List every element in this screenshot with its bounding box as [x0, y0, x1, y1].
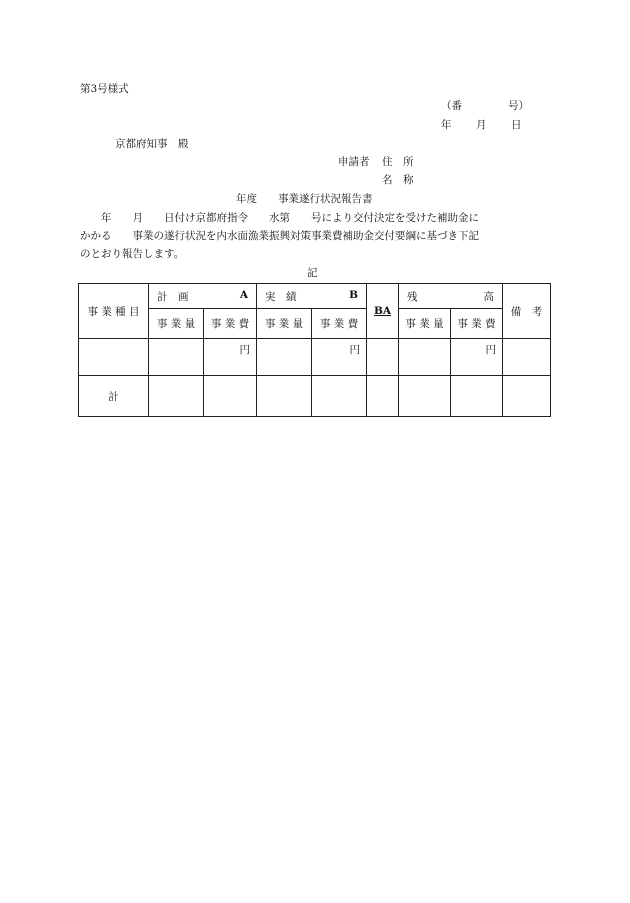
header-actual [257, 284, 367, 309]
row-balance-cost[interactable] [451, 339, 503, 376]
total-actual-cost[interactable] [312, 376, 367, 417]
plan-quantity-header: 事 業 量 [149, 309, 204, 339]
body-text [80, 209, 560, 263]
yen-unit: 円 [349, 344, 360, 356]
ki-heading: 記 [307, 267, 318, 279]
row-balance-quantity[interactable] [399, 339, 451, 376]
balance-quantity-header: 事 業 量 [399, 309, 451, 339]
row-remarks[interactable] [503, 339, 551, 376]
date-month: 月 [476, 119, 487, 131]
document-title: 年度 事業遂行状況報告書 [236, 193, 373, 205]
yen-unit: 円 [239, 344, 250, 356]
actual-cost-header: 事 業 費 [312, 309, 367, 339]
total-balance-cost[interactable] [451, 376, 503, 417]
ref-number-close: 号） [508, 100, 529, 112]
addressee: 京都府知事 殿 [115, 138, 189, 150]
body-line-1: 年 月 日付け京都府指令 水第 号により交付決定を受けた補助金に [80, 212, 479, 224]
total-row [79, 376, 551, 417]
balance-cost-header: 事 業 費 [451, 309, 503, 339]
yen-unit: 円 [485, 344, 496, 356]
report-table [78, 283, 551, 417]
total-plan-cost[interactable] [204, 376, 257, 417]
total-remarks[interactable] [503, 376, 551, 417]
header-ba [367, 284, 399, 339]
row-plan-cost[interactable] [204, 339, 257, 376]
header-remarks: 備 考 [503, 284, 551, 339]
actual-quantity-header: 事 業 量 [257, 309, 312, 339]
balance-right: 高 [483, 290, 494, 303]
row-actual-quantity[interactable] [257, 339, 312, 376]
applicant-label: 申請者 [338, 156, 370, 168]
body-line-2: かかる 事業の遂行状況を内水面漁業振興対策事業費補助金交付要綱に基づき下記 [80, 230, 479, 242]
date-year: 年 [441, 119, 452, 131]
row-jigyo-shumoku[interactable] [79, 339, 149, 376]
actual-letter: B [349, 288, 358, 301]
date-day: 日 [511, 119, 522, 131]
header-balance [399, 284, 503, 309]
row-plan-quantity[interactable] [149, 339, 204, 376]
header-jigyo-shumoku: 事 業 種 目 [79, 284, 149, 339]
row-actual-cost[interactable] [312, 339, 367, 376]
applicant-address-label: 住 所 [382, 156, 414, 168]
total-balance-quantity[interactable] [399, 376, 451, 417]
ba-label: BA [373, 305, 392, 317]
total-actual-quantity[interactable] [257, 376, 312, 417]
plan-label: 計 画 [157, 290, 189, 303]
table-row [79, 339, 551, 376]
total-plan-quantity[interactable] [149, 376, 204, 417]
row-ba[interactable] [367, 339, 399, 376]
balance-left: 残 [407, 290, 418, 303]
header-plan [149, 284, 257, 309]
total-label: 計 [79, 376, 149, 417]
actual-label: 実 績 [265, 290, 297, 303]
plan-letter: A [239, 288, 248, 301]
applicant-name-label: 名 称 [382, 174, 414, 186]
ref-number-open: （番 [441, 100, 462, 112]
form-number: 第3号様式 [80, 83, 129, 95]
body-line-3: のとおり報告します。 [80, 248, 185, 260]
total-ba[interactable] [367, 376, 399, 417]
plan-cost-header: 事 業 費 [204, 309, 257, 339]
